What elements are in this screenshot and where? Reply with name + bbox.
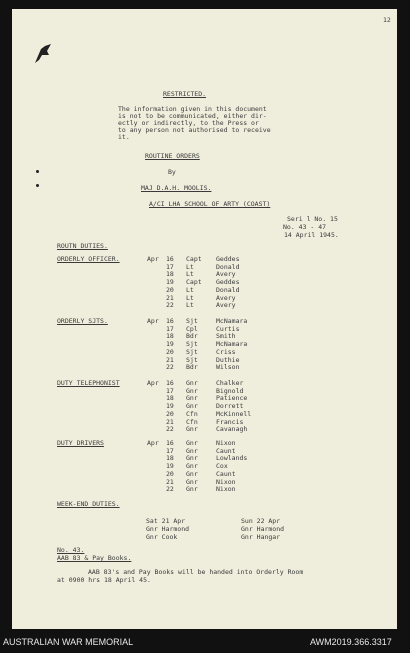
- duty-rank: Cpl: [186, 324, 198, 333]
- duty-name: Smith: [216, 332, 236, 341]
- duty-day: 21: [166, 355, 174, 364]
- item-heading: AAB 83 & Pay Books.: [57, 554, 132, 562]
- item-number: No. 43.: [57, 546, 85, 554]
- duty-rank: Gnr: [186, 462, 198, 471]
- duty-day: 21: [166, 477, 174, 486]
- section-title: ORDERLY OFFICER.: [57, 255, 120, 263]
- footer-id: AWM2019.366.3317: [310, 637, 392, 647]
- by-label: By: [168, 168, 176, 176]
- duty-name: Donald: [216, 285, 240, 294]
- weekend-left: Gnr Cook: [146, 533, 178, 541]
- duty-rank: Cfn: [186, 417, 198, 426]
- duty-rank: Gnr: [186, 446, 198, 455]
- duty-rank: Lt: [186, 270, 194, 279]
- duty-day: 18: [166, 454, 174, 463]
- duty-month: Apr: [147, 379, 159, 387]
- duty-name: Bignold: [216, 386, 244, 395]
- duty-day: 16: [166, 255, 174, 263]
- duty-name: Avery: [216, 301, 236, 310]
- duty-day: 20: [166, 285, 174, 294]
- duty-name: Nixon: [216, 439, 236, 447]
- duty-month: Apr: [147, 439, 159, 447]
- duty-rank: Gnr: [186, 425, 198, 434]
- duty-day: 22: [166, 301, 174, 310]
- notice-line: ectly or indirectly, to the Press or: [118, 119, 259, 127]
- duty-day: 17: [166, 446, 174, 455]
- duty-name: Geddes: [216, 278, 240, 287]
- duty-day: 19: [166, 340, 174, 349]
- duty-rank: Bdr: [186, 363, 198, 372]
- duty-name: Francis: [216, 417, 244, 426]
- duty-day: 17: [166, 386, 174, 395]
- duty-name: McNamara: [216, 340, 248, 349]
- duty-rank: Gnr: [186, 386, 198, 395]
- duty-rank: Gnr: [186, 485, 198, 494]
- duty-name: Caunt: [216, 469, 236, 478]
- duty-name: Lowlands: [216, 454, 248, 463]
- duty-rank: Lt: [186, 293, 194, 302]
- duty-rank: Lt: [186, 301, 194, 310]
- duty-name: McNamara: [216, 317, 248, 325]
- duty-day: 19: [166, 462, 174, 471]
- footer-source: AUSTRALIAN WAR MEMORIAL: [3, 637, 134, 647]
- duty-day: 21: [166, 417, 174, 426]
- duty-rank: Gnr: [186, 469, 198, 478]
- punch-hole: [36, 170, 39, 173]
- notice-line: The information given in this document: [118, 105, 267, 113]
- duty-name: Avery: [216, 293, 236, 302]
- duty-name: Geddes: [216, 255, 240, 263]
- duty-rank: Gnr: [186, 379, 198, 387]
- duty-rank: Lt: [186, 285, 194, 294]
- duty-day: 19: [166, 278, 174, 287]
- duty-day: 19: [166, 402, 174, 411]
- ink-blot: [33, 43, 55, 65]
- duty-name: Patience: [216, 394, 248, 403]
- duty-rank: Gnr: [186, 439, 198, 447]
- duty-name: Caunt: [216, 446, 236, 455]
- duty-day: 20: [166, 409, 174, 418]
- duty-day: 20: [166, 347, 174, 356]
- duty-name: Duthie: [216, 355, 240, 364]
- duty-name: Cox: [216, 462, 228, 471]
- item-text: AAB 83's and Pay Books will be handed into Orderly Room: [88, 568, 304, 576]
- section-title: DUTY DRIVERS: [57, 439, 104, 447]
- serial-line: No. 43 - 47: [283, 223, 327, 231]
- serial-line: Seri l No. 15: [287, 215, 338, 223]
- page-number: 12: [383, 16, 391, 24]
- duty-rank: Sjt: [186, 355, 198, 364]
- notice-line: to any person not authorised to receive: [118, 126, 271, 134]
- duty-day: 18: [166, 332, 174, 341]
- duty-day: 17: [166, 262, 174, 271]
- restricted-label: RESTRICTED.: [163, 90, 207, 98]
- duty-day: 16: [166, 439, 174, 447]
- weekend-right: Sun 22 Apr: [241, 517, 281, 525]
- duty-day: 18: [166, 270, 174, 279]
- duty-day: 18: [166, 394, 174, 403]
- duty-rank: Capt: [186, 278, 202, 287]
- footer-bar: [0, 631, 410, 653]
- weekend-right: Gnr Hangar: [241, 533, 281, 541]
- duty-rank: Sjt: [186, 340, 198, 349]
- weekend-left: Sat 21 Apr: [146, 517, 186, 525]
- duty-month: Apr: [147, 317, 159, 325]
- duty-name: Criss: [216, 347, 236, 356]
- weekend-heading: WEEK-END DUTIES.: [57, 500, 120, 508]
- duty-day: 21: [166, 293, 174, 302]
- duty-rank: Sjt: [186, 317, 198, 325]
- duty-name: Donald: [216, 262, 240, 271]
- duty-name: Wilson: [216, 363, 240, 372]
- punch-hole: [36, 184, 39, 187]
- weekend-right: Gnr Harmond: [241, 525, 285, 533]
- unit-name: A/CI LHA SCHOOL OF ARTY (COAST): [149, 200, 271, 208]
- serial-line: 14 April 1945.: [284, 231, 339, 239]
- duty-day: 22: [166, 363, 174, 372]
- duty-rank: Capt: [186, 255, 202, 263]
- duty-name: McKinnell: [216, 409, 252, 418]
- duty-rank: Gnr: [186, 454, 198, 463]
- weekend-left: Gnr Harmond: [146, 525, 190, 533]
- duty-day: 16: [166, 379, 174, 387]
- duty-rank: Gnr: [186, 394, 198, 403]
- notice-line: is not to be communicated, either dir-: [118, 112, 267, 120]
- duty-name: Nixon: [216, 485, 236, 494]
- document-title: ROUTINE ORDERS: [145, 152, 200, 160]
- duty-rank: Cfn: [186, 409, 198, 418]
- duty-month: Apr: [147, 255, 159, 263]
- duty-name: Chalker: [216, 379, 244, 387]
- duty-day: 17: [166, 324, 174, 333]
- section-title: DUTY TELEPHONIST: [57, 379, 120, 387]
- section-title: ORDERLY SJTS.: [57, 317, 108, 325]
- duty-name: Cavanagh: [216, 425, 248, 434]
- duty-name: Nixon: [216, 477, 236, 486]
- duty-name: Avery: [216, 270, 236, 279]
- duty-day: 16: [166, 317, 174, 325]
- item-text: at 0900 hrs 18 April 45.: [57, 576, 151, 584]
- author: MAJ D.A.H. MOOLIS.: [141, 184, 212, 192]
- duty-name: Curtis: [216, 324, 240, 333]
- duty-rank: Bdr: [186, 332, 198, 341]
- duty-rank: Lt: [186, 262, 194, 271]
- duty-day: 22: [166, 485, 174, 494]
- duty-name: Dorrett: [216, 402, 244, 411]
- duty-rank: Gnr: [186, 402, 198, 411]
- routine-duties-heading: ROUTN DUTIES.: [57, 242, 108, 250]
- duty-rank: Gnr: [186, 477, 198, 486]
- notice-line: it.: [118, 133, 130, 141]
- duty-day: 22: [166, 425, 174, 434]
- duty-day: 20: [166, 469, 174, 478]
- duty-rank: Sjt: [186, 347, 198, 356]
